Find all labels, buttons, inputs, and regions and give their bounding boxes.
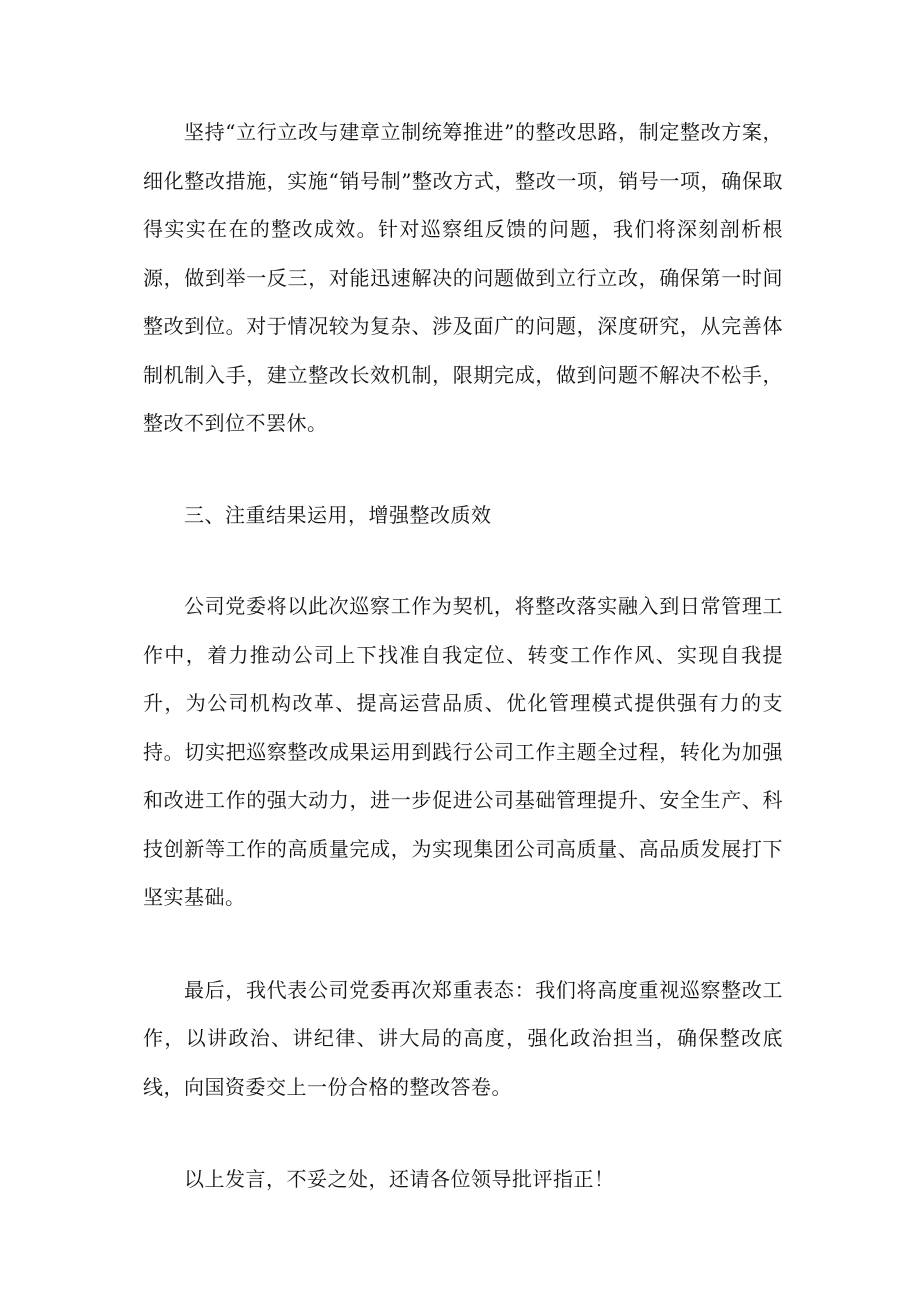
section-heading: 三、注重结果运用，增强整改质效 [184, 502, 492, 527]
paragraph-gap [143, 1111, 783, 1155]
paragraph-rectification-approach: 坚持“立行立改与建章立制统筹推进”的整改思路，制定整改方案，细化整改措施，实施“销号制”整改方式，整改一项，销号一项，确保取得实实在在的整改成效。针对巡察组反馈的问题，我们将深刻剖析根源，做到举一反三，对能迅速解决的问题做到立行立改，确保第一时间整改到位。对于情况较为复杂、涉及面广的问题，深度研究，从完善体制机制入手，建立整改长效机制，限期完成，做到问题不解决不松手，整改不到位不罢休。 [143, 120, 783, 435]
document-body [143, 108, 783, 1204]
paragraph-gap [143, 539, 783, 582]
paragraph-closing: 以上发言，不妥之处，还请各位领导批评指正！ [184, 1167, 615, 1191]
paragraph-final-statement: 最后，我代表公司党委再次郑重表态：我们将高度重视巡察整改工作，以讲政治、讲纪律、讲大局的高度，强化政治担当，确保整改底线，向国资委交上一份合格的整改答卷。 [143, 977, 783, 1099]
paragraph-gap [143, 448, 783, 491]
paragraph-gap [143, 922, 783, 966]
paragraph-results-application: 公司党委将以此次巡察工作为契机，将整改落实融入到日常管理工作中，着力推动公司上下找准自我定位、转变工作作风、实现自我提升，为公司机构改革、提高运营品质、优化管理模式提供强有力的支持。切实把巡察整改成果运用到践行公司工作主题全过程，转化为加强和改进工作的强大动力，进一步促进公司基础管理提升、安全生产、科技创新等工作的高质量完成，为实现集团公司高质量、高品质发展打下坚实基础。 [143, 594, 783, 909]
